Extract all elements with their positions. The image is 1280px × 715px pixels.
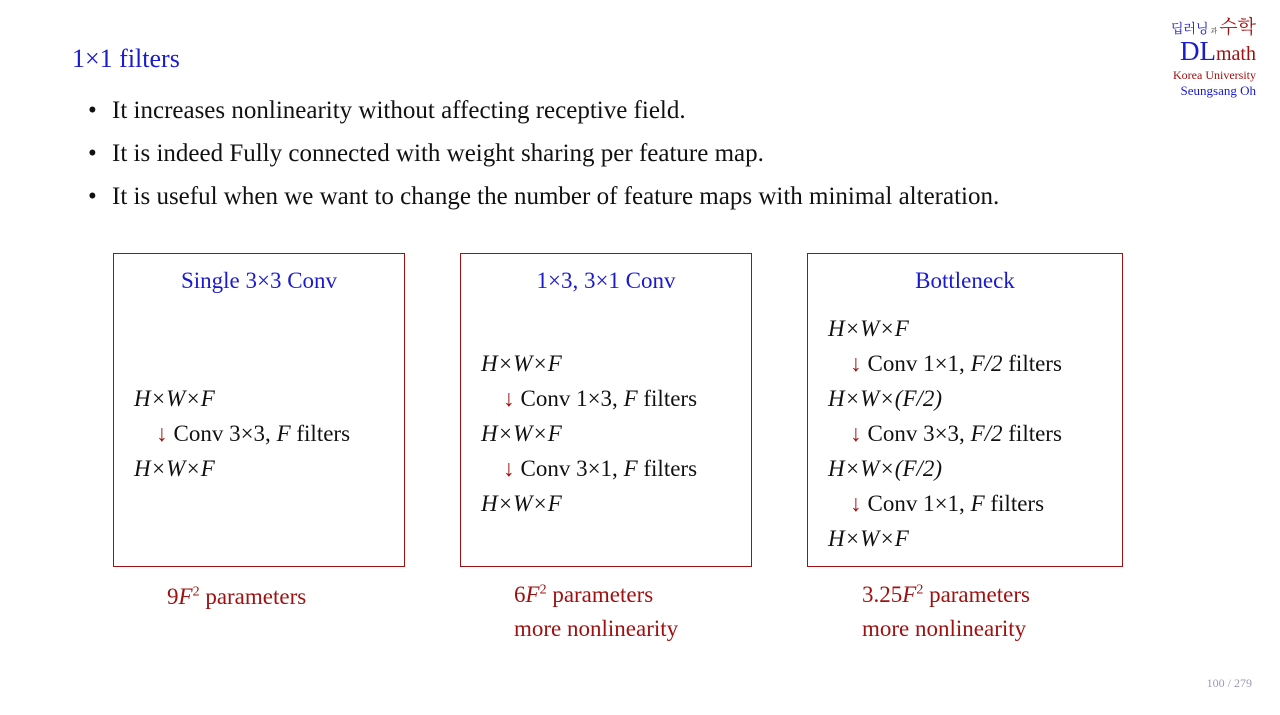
caption-sup: 2: [192, 584, 200, 600]
bullet-item: [88, 94, 999, 137]
op-text: Conv 3×3,: [867, 421, 971, 446]
logo-author: Seungsang Oh: [1180, 83, 1256, 98]
op-text: Conv 1×1,: [867, 351, 971, 376]
op-text: Conv 1×1,: [867, 491, 971, 516]
bottleneck-caption: [862, 578, 1030, 646]
logo-korean-and: 과: [1210, 27, 1218, 35]
op-var: F/2: [970, 351, 1003, 376]
op-line: [481, 451, 697, 486]
asym-conv-caption: [514, 578, 678, 646]
shape-line: H×W×F: [828, 316, 909, 341]
caption-params: [514, 578, 678, 612]
bullet-item: [88, 137, 999, 180]
op-suffix: filters: [1002, 421, 1062, 446]
op-line: [481, 381, 697, 416]
box-title: Bottleneck: [915, 268, 1015, 293]
logo-korean-right: 수학: [1219, 16, 1256, 38]
box-lines: [481, 346, 697, 521]
shape-line: H×W×F: [134, 386, 215, 411]
shape-line: H×W×F: [481, 351, 562, 376]
caption-params: [862, 578, 1030, 612]
asym-conv-box: [460, 253, 752, 567]
down-arrow-icon: ↓: [503, 456, 515, 481]
shape-line: H×W×F: [828, 526, 909, 551]
caption-coef: 9: [167, 584, 179, 609]
box-title: Single 3×3 Conv: [180, 268, 338, 293]
bullet-text: It increases nonlinearity without affecting receptive field.: [112, 97, 686, 124]
bullet-text: It is useful when we want to change the number of feature maps with minimal alteration.: [112, 183, 1000, 210]
logo-dlmath-row: [1146, 38, 1256, 65]
shape-line: H×W×(F/2): [828, 456, 943, 481]
caption-var: F: [178, 584, 193, 609]
op-suffix: filters: [290, 421, 351, 446]
op-suffix: filters: [984, 491, 1045, 516]
op-suffix: filters: [1002, 351, 1062, 376]
op-suffix: filters: [637, 456, 698, 481]
caption-params: [167, 580, 306, 614]
op-line: [134, 416, 350, 451]
logo-korean-row: [1146, 18, 1256, 37]
bullet-item: [88, 180, 999, 223]
bullet-dot: •: [88, 140, 97, 167]
op-suffix: filters: [637, 386, 698, 411]
caption-var: F: [902, 582, 917, 607]
down-arrow-icon: ↓: [156, 421, 168, 446]
bullet-text: It is indeed Fully connected with weight sharing per feature map.: [112, 140, 764, 167]
op-line: [828, 486, 1062, 521]
caption-var: F: [525, 582, 540, 607]
bullet-dot: •: [88, 97, 97, 124]
bottleneck-box: [807, 253, 1123, 567]
single-conv-caption: [167, 580, 306, 614]
logo-math: math: [1216, 43, 1256, 65]
op-var: F: [623, 386, 638, 411]
logo-korean-left: 딥러닝: [1170, 22, 1209, 37]
caption-nonlinearity: more nonlinearity: [514, 616, 679, 641]
caption-sup: 2: [916, 582, 924, 598]
caption-sup: 2: [539, 582, 547, 598]
op-var: F: [970, 491, 985, 516]
shape-line: H×W×F: [134, 456, 215, 481]
caption-suffix: parameters: [199, 584, 307, 609]
caption-suffix: parameters: [923, 582, 1030, 607]
op-var: F: [276, 421, 291, 446]
op-line: [828, 346, 1062, 381]
op-var: F/2: [970, 421, 1003, 446]
down-arrow-icon: ↓: [850, 421, 862, 446]
caption-suffix: parameters: [546, 582, 654, 607]
page-number: 100 / 279: [1206, 676, 1252, 690]
dlmath-logo: [1146, 18, 1256, 97]
down-arrow-icon: ↓: [503, 386, 515, 411]
box-lines: [134, 381, 350, 486]
single-conv-box: [113, 253, 405, 567]
bullet-list: [88, 94, 999, 223]
box-title: 1×3, 3×1 Conv: [536, 268, 676, 293]
shape-line: H×W×F: [481, 421, 562, 446]
shape-line: H×W×F: [481, 491, 562, 516]
box-lines: [828, 311, 1062, 556]
logo-dl: DL: [1180, 36, 1216, 66]
down-arrow-icon: ↓: [850, 491, 862, 516]
shape-line: H×W×(F/2): [828, 386, 943, 411]
op-text: Conv 3×1,: [520, 456, 624, 481]
down-arrow-icon: ↓: [850, 351, 862, 376]
slide-title: 1×1 filters: [72, 44, 180, 73]
logo-university: Korea University: [1173, 68, 1256, 82]
op-line: [828, 416, 1062, 451]
op-var: F: [623, 456, 638, 481]
caption-nonlinearity: more nonlinearity: [862, 616, 1027, 641]
op-text: Conv 3×3,: [173, 421, 277, 446]
bullet-dot: •: [88, 183, 97, 210]
caption-coef: 3.25: [862, 582, 903, 607]
caption-coef: 6: [514, 582, 526, 607]
op-text: Conv 1×3,: [520, 386, 624, 411]
